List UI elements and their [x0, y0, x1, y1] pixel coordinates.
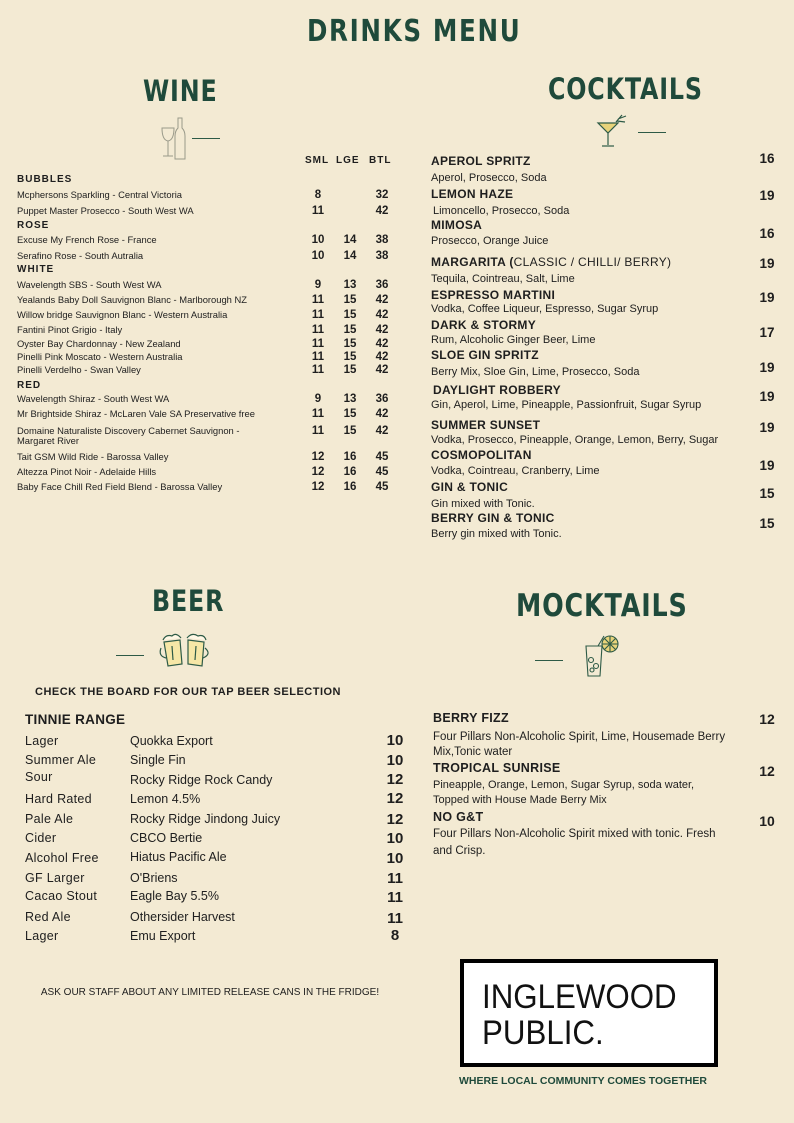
beer-name: CBCO Bertie [130, 831, 203, 845]
wine-price-sml: 10 [311, 234, 325, 246]
beer-name: Othersider Harvest [130, 910, 235, 924]
wine-header-btl: BTL [369, 155, 392, 166]
wine-price-lge: 16 [343, 481, 357, 493]
beer-type: GF Larger [25, 871, 85, 885]
beer-name: Lemon 4.5% [130, 792, 201, 806]
wine-price-lge: 13 [343, 393, 357, 405]
wine-category-rose: ROSE [17, 220, 50, 231]
mocktail-name: TROPICAL SUNRISE [433, 761, 561, 775]
tagline: WHERE LOCAL COMMUNITY COMES TOGETHER [459, 1075, 707, 1087]
beer-name: O'Briens [130, 871, 178, 885]
mocktail-deco-line [535, 660, 563, 661]
wine-price-btl: 42 [375, 205, 389, 217]
beer-name: Quokka Export [130, 734, 213, 748]
beer-type: Cacao Stout [25, 889, 98, 903]
wine-name: Pinelli Pink Moscato - Western Australia [17, 351, 183, 362]
wine-price-btl: 42 [375, 425, 389, 437]
cocktail-price: 19 [759, 360, 775, 375]
wine-name: Wavelength Shiraz - South West WA [17, 393, 170, 404]
beer-name: Eagle Bay 5.5% [130, 889, 219, 903]
wine-price-sml: 11 [311, 364, 325, 376]
cocktail-name: BERRY GIN & TONIC [431, 511, 555, 525]
wine-name: Baby Face Chill Red Field Blend - Barossa Valley [17, 481, 223, 492]
wine-price-btl: 42 [375, 309, 389, 321]
wine-row [17, 425, 397, 447]
cocktail-name: SUMMER SUNSET [431, 418, 541, 432]
beer-deco-line [116, 655, 144, 656]
cocktail-price: 19 [759, 290, 775, 305]
wine-row [17, 451, 397, 464]
wine-price-sml: 11 [311, 408, 325, 420]
wine-name: Altezza Pinot Noir - Adelaide Hills [17, 466, 157, 477]
beer-price: 10 [386, 830, 404, 847]
wine-row [17, 338, 397, 351]
wine-price-sml: 11 [311, 294, 325, 306]
wine-price-btl: 42 [375, 351, 389, 363]
cocktail-price: 19 [759, 256, 775, 271]
mocktail-price: 10 [759, 813, 775, 829]
wine-price-lge: 15 [343, 351, 357, 363]
wine-row [17, 351, 397, 364]
beer-price: 10 [386, 752, 404, 769]
beer-mugs-icon [160, 628, 212, 670]
wine-price-sml: 11 [311, 425, 325, 437]
cocktails-section-title: COCKTAILS [548, 72, 703, 106]
logo-text [482, 979, 677, 1051]
mocktail-price: 12 [759, 711, 775, 727]
wine-price-sml: 8 [314, 189, 322, 201]
beer-price: 12 [386, 790, 404, 807]
cocktail-deco-line [638, 132, 666, 133]
wine-price-lge: 15 [343, 309, 357, 321]
wine-category-red: RED [17, 380, 42, 391]
wine-name: Tait GSM Wild Ride - Barossa Valley [17, 451, 169, 462]
wine-row [17, 466, 397, 479]
beer-type: Sour [25, 770, 53, 784]
beer-price: 10 [386, 850, 404, 867]
wine-name: Fantini Pinot Grigio - Italy [17, 324, 123, 335]
cocktail-price: 19 [759, 458, 775, 473]
cocktail-name: DARK & STORMY [431, 318, 537, 332]
wine-price-lge: 15 [343, 338, 357, 350]
mocktail-name: NO G&T [433, 810, 484, 824]
beer-price: 11 [387, 889, 403, 906]
beer-type: Hard Rated [25, 792, 92, 806]
beer-type: Cider [25, 831, 57, 845]
cocktail-name-variants: CLASSIC / CHILLI/ BERRY) [513, 255, 672, 269]
cocktail-name-main: MARGARITA ( [431, 255, 514, 269]
wine-price-lge: 14 [343, 250, 357, 262]
wine-name: Puppet Master Prosecco - South West WA [17, 205, 194, 216]
wine-name: Willow bridge Sauvignon Blanc - Western Australia [17, 309, 228, 320]
wine-price-sml: 10 [311, 250, 325, 262]
wine-name: Serafino Rose - South Autralia [17, 250, 144, 261]
cocktail-name [431, 255, 671, 269]
cocktail-desc: Rum, Alcoholic Ginger Beer, Lime [431, 334, 596, 346]
wine-name-continued: Margaret River [17, 435, 79, 446]
beer-type: Lager [25, 734, 59, 748]
tap-beer-note: CHECK THE BOARD FOR OUR TAP BEER SELECTION [35, 686, 341, 698]
wine-name: Excuse My French Rose - France [17, 234, 157, 245]
mocktail-desc: Four Pillars Non-Alcoholic Spirit mixed with tonic. Fresh and Crisp. [433, 828, 716, 857]
wine-price-lge: 15 [343, 294, 357, 306]
wine-price-btl: 36 [375, 279, 389, 291]
cocktail-desc: Berry Mix, Sloe Gin, Lime, Prosecco, Soda [431, 366, 640, 378]
beer-price: 8 [390, 927, 400, 944]
cocktail-desc: Vodka, Prosecco, Pineapple, Orange, Lemon, Berry, Sugar [431, 434, 719, 446]
beer-section-title: BEER [152, 584, 225, 618]
wine-name: Yealands Baby Doll Sauvignon Blanc - Marlborough NZ [17, 294, 247, 305]
beer-name: Hiatus Pacific Ale [130, 850, 227, 864]
wine-price-sml: 12 [311, 451, 325, 463]
cocktail-desc: Berry gin mixed with Tonic. [431, 528, 562, 540]
cocktail-desc: Gin mixed with Tonic. [431, 498, 535, 510]
wine-name: Oyster Bay Chardonnay - New Zealand [17, 338, 181, 349]
wine-category-bubbles: BUBBLES [17, 174, 73, 185]
mocktail-desc: Pineapple, Orange, Lemon, Sugar Syrup, soda water, Topped with House Made Berry Mix [433, 779, 695, 806]
cocktail-glass-icon [596, 113, 628, 151]
tinnie-range-title: TINNIE RANGE [25, 712, 126, 727]
wine-price-lge: 15 [343, 425, 357, 437]
logo-line-1: INGLEWOOD [482, 978, 677, 1016]
beer-price: 12 [386, 771, 404, 788]
mocktail-price: 12 [759, 763, 775, 779]
wine-price-btl: 45 [375, 451, 389, 463]
beer-price: 11 [387, 870, 403, 887]
wine-price-btl: 42 [375, 294, 389, 306]
wine-price-sml: 12 [311, 481, 325, 493]
cocktail-desc: Limoncello, Prosecco, Soda [433, 205, 570, 217]
cocktail-desc: Vodka, Coffee Liqueur, Espresso, Sugar Syrup [431, 303, 659, 315]
cocktail-price: 19 [759, 389, 775, 404]
mocktails-section-title: MOCKTAILS [516, 588, 688, 624]
cocktail-desc: Aperol, Prosecco, Soda [431, 172, 547, 184]
wine-price-btl: 38 [375, 250, 389, 262]
cocktail-desc: Prosecco, Orange Juice [431, 235, 549, 247]
wine-price-lge: 16 [343, 451, 357, 463]
beer-price: 11 [387, 910, 403, 927]
wine-row [17, 189, 397, 202]
cocktail-name: DAYLIGHT ROBBERY [433, 383, 561, 397]
wine-price-sml: 11 [311, 205, 325, 217]
wine-price-lge: 16 [343, 466, 357, 478]
wine-row [17, 309, 397, 322]
wine-row [17, 481, 397, 494]
mocktail-name: BERRY FIZZ [433, 711, 509, 725]
wine-row [17, 279, 397, 292]
wine-price-lge: 13 [343, 279, 357, 291]
cocktail-price: 19 [759, 420, 775, 435]
logo-line-2: PUBLIC. [482, 1014, 604, 1052]
wine-price-lge: 15 [343, 324, 357, 336]
wine-price-btl: 38 [375, 234, 389, 246]
cocktail-desc: Vodka, Cointreau, Cranberry, Lime [431, 465, 600, 477]
wine-name: Mr Brightside Shiraz - McLaren Vale SA Preservative free [17, 408, 255, 419]
wine-row [17, 234, 397, 247]
wine-name: Domaine Naturaliste Discovery Cabernet Sauvignon - [17, 425, 240, 436]
wine-section-title: WINE [143, 74, 218, 108]
wine-price-btl: 32 [375, 189, 389, 201]
wine-category-white: WHITE [17, 264, 55, 275]
cocktail-name: APEROL SPRITZ [431, 154, 531, 168]
wine-row [17, 294, 397, 307]
menu-title: DRINKS MENU [307, 14, 522, 49]
wine-row [17, 250, 397, 263]
wine-name: Pinelli Verdelho - Swan Valley [17, 364, 141, 375]
cocktail-name: LEMON HAZE [431, 187, 514, 201]
wine-price-sml: 11 [311, 338, 325, 350]
beer-type: Alcohol Free [25, 851, 99, 865]
cocktail-name: GIN & TONIC [431, 480, 509, 494]
beer-price: 10 [386, 732, 404, 749]
cocktail-price: 16 [759, 226, 775, 241]
wine-name: Mcphersons Sparkling - Central Victoria [17, 189, 183, 200]
beer-name: Emu Export [130, 929, 196, 943]
wine-glass-bottle-icon [160, 114, 186, 162]
limited-release-note: ASK OUR STAFF ABOUT ANY LIMITED RELEASE CANS IN THE FRIDGE! [40, 987, 380, 998]
beer-type: Summer Ale [25, 753, 97, 767]
wine-price-sml: 11 [311, 309, 325, 321]
wine-row [17, 324, 397, 337]
wine-price-btl: 42 [375, 338, 389, 350]
wine-price-lge: 14 [343, 234, 357, 246]
wine-price-btl: 42 [375, 408, 389, 420]
wine-header-lge: LGE [336, 155, 360, 166]
beer-name: Rocky Ridge Rock Candy [130, 773, 273, 787]
wine-price-btl: 45 [375, 466, 389, 478]
cocktail-price: 15 [759, 486, 775, 501]
beer-type: Pale Ale [25, 812, 74, 826]
wine-price-btl: 36 [375, 393, 389, 405]
wine-price-btl: 42 [375, 364, 389, 376]
cocktail-name: ESPRESSO MARTINI [431, 288, 556, 302]
wine-price-lge: 15 [343, 364, 357, 376]
wine-header-sml: SML [305, 155, 330, 166]
wine-row [17, 364, 397, 377]
wine-name: Wavelength SBS - South West WA [17, 279, 162, 290]
cocktail-name: COSMOPOLITAN [431, 448, 532, 462]
wine-deco-line [192, 138, 220, 139]
wine-price-sml: 12 [311, 466, 325, 478]
cocktail-name: SLOE GIN SPRITZ [431, 348, 539, 362]
wine-price-btl: 42 [375, 324, 389, 336]
beer-type: Red Ale [25, 910, 71, 924]
beer-name: Rocky Ridge Jindong Juicy [130, 812, 281, 826]
wine-row [17, 393, 397, 406]
wine-row [17, 205, 397, 218]
cocktail-name: MIMOSA [431, 218, 483, 232]
inglewood-public-logo [460, 959, 718, 1067]
cocktail-price: 15 [759, 516, 775, 531]
mocktail-glass-icon [578, 634, 624, 680]
wine-price-lge: 15 [343, 408, 357, 420]
beer-type: Lager [25, 929, 59, 943]
beer-price: 12 [386, 811, 404, 828]
cocktail-desc: Gin, Aperol, Lime, Pineapple, Passionfruit, Sugar Syrup [431, 399, 702, 411]
cocktail-price: 17 [759, 325, 775, 340]
cocktail-price: 16 [759, 151, 775, 166]
beer-name: Single Fin [130, 753, 186, 767]
wine-price-sml: 11 [311, 351, 325, 363]
wine-price-sml: 11 [311, 324, 325, 336]
cocktail-desc: Tequila, Cointreau, Salt, Lime [431, 273, 575, 285]
wine-price-sml: 9 [314, 393, 322, 405]
wine-row [17, 408, 397, 421]
mocktail-desc: Four Pillars Non-Alcoholic Spirit, Lime, Housemade Berry Mix,Tonic water [433, 731, 726, 758]
cocktail-price: 19 [759, 188, 775, 203]
wine-price-sml: 9 [314, 279, 322, 291]
wine-price-btl: 45 [375, 481, 389, 493]
